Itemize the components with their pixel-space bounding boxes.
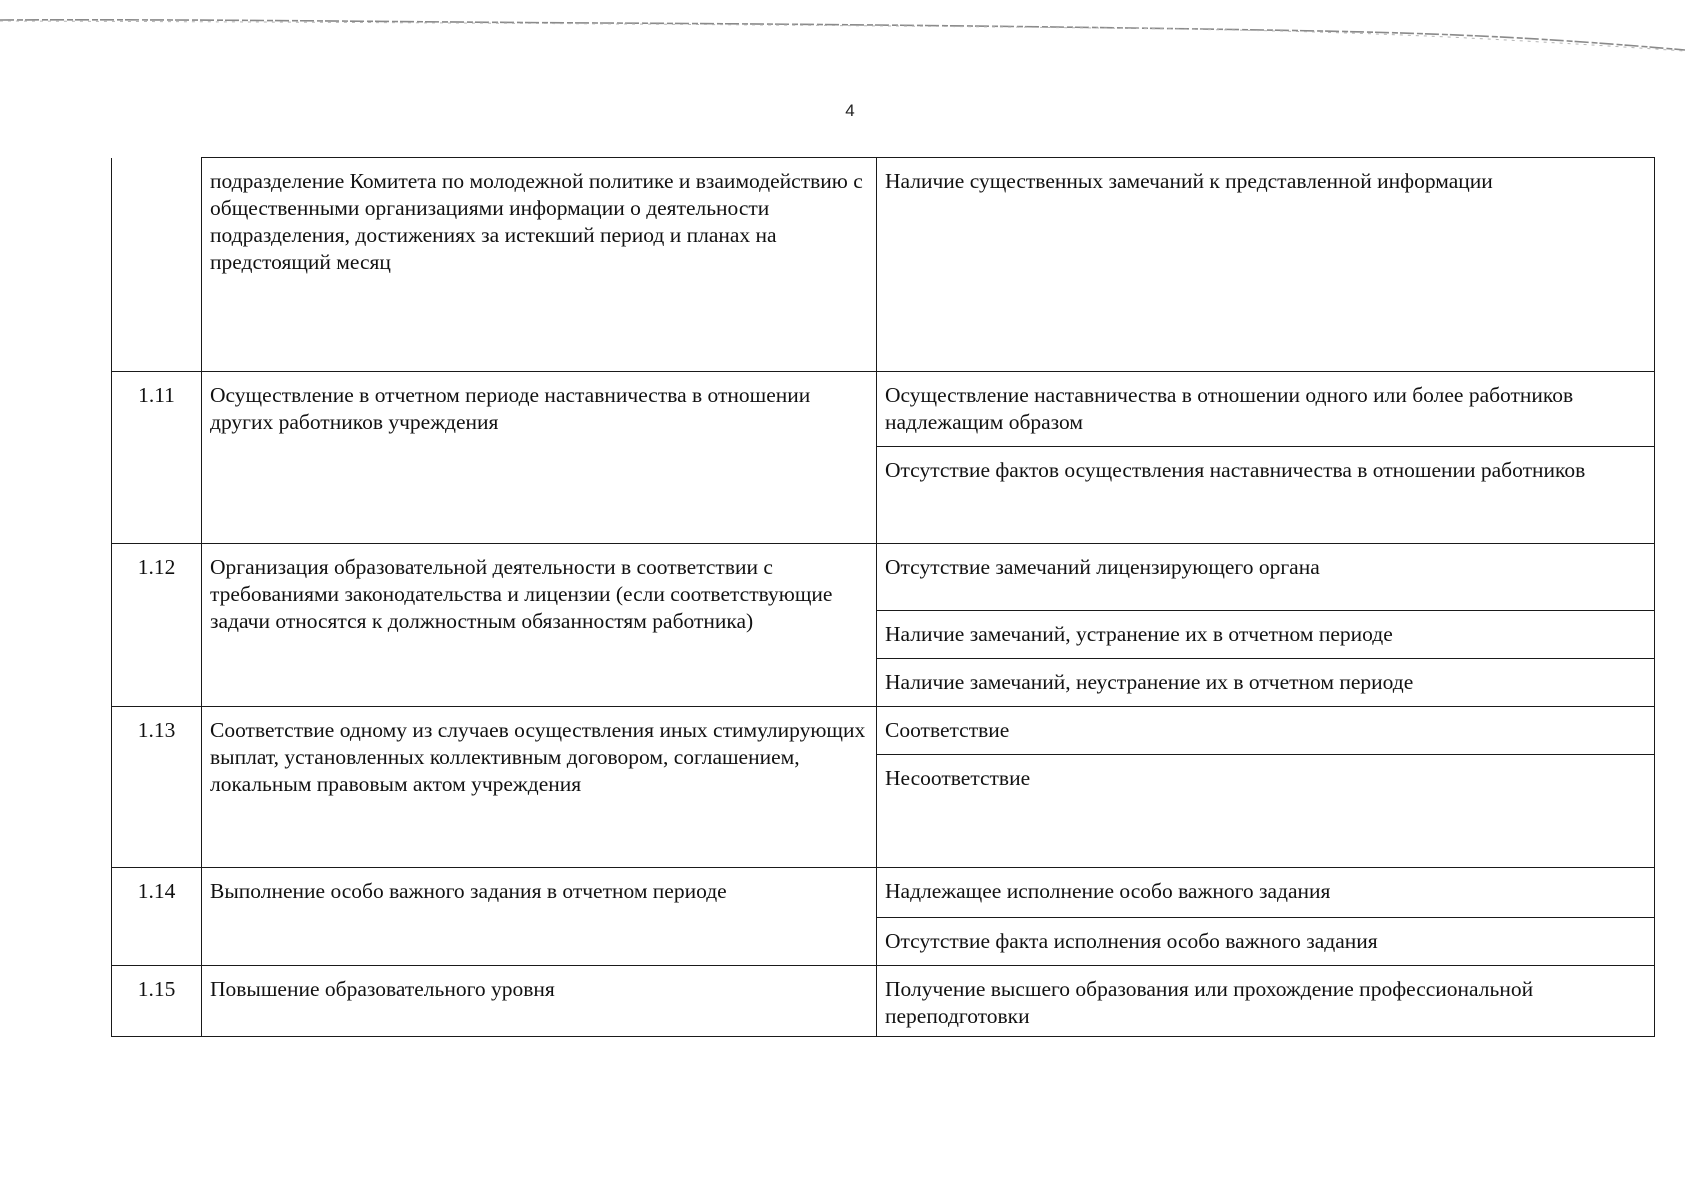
row-number: 1.15 [112, 966, 202, 1037]
row-number: 1.12 [112, 544, 202, 707]
row-description: Соответствие одному из случаев осуществления иных стимулирующих выплат, установленных коллективным договором, соглашением, локальным правовым актом учреждения [202, 707, 877, 868]
row-criterion: Наличие существенных замечаний к представленной информации [877, 158, 1655, 372]
table-row [112, 158, 1655, 372]
row-criterion: Наличие замечаний, неустранение их в отчетном периоде [877, 659, 1655, 707]
row-number [112, 158, 202, 372]
table-row [112, 372, 1655, 447]
row-description: подразделение Комитета по молодежной политике и взаимодействию с общественными организациями информации о деятельности подразделения, достижениях за истекший период и планах на предстоящий месяц [202, 158, 877, 372]
scan-edge-artifact [0, 14, 1685, 54]
row-description: Повышение образовательного уровня [202, 966, 877, 1037]
table-row [112, 544, 1655, 611]
row-criterion: Надлежащее исполнение особо важного задания [877, 868, 1655, 918]
row-description: Выполнение особо важного задания в отчетном периоде [202, 868, 877, 966]
row-criterion: Отсутствие фактов осуществления наставничества в отношении работников [877, 447, 1655, 544]
row-description: Осуществление в отчетном периоде наставничества в отношении других работников учреждения [202, 372, 877, 544]
table-row [112, 868, 1655, 918]
page-number: 4 [845, 101, 855, 120]
table-row [112, 707, 1655, 755]
row-criterion: Несоответствие [877, 755, 1655, 868]
criteria-table [111, 157, 1655, 1037]
row-number: 1.13 [112, 707, 202, 868]
row-description: Организация образовательной деятельности в соответствии с требованиями законодательства и лицензии (если соответствующие задачи относятся к должностным обязанностям работника) [202, 544, 877, 707]
row-criterion: Отсутствие факта исполнения особо важного задания [877, 918, 1655, 966]
row-criterion: Осуществление наставничества в отношении одного или более работников надлежащим образом [877, 372, 1655, 447]
table-row [112, 966, 1655, 1037]
row-criterion: Наличие замечаний, устранение их в отчетном периоде [877, 611, 1655, 659]
row-criterion: Получение высшего образования или прохождение профессиональной переподготовки [877, 966, 1655, 1037]
row-number: 1.11 [112, 372, 202, 544]
row-number: 1.14 [112, 868, 202, 966]
row-criterion: Соответствие [877, 707, 1655, 755]
row-criterion: Отсутствие замечаний лицензирующего органа [877, 544, 1655, 611]
